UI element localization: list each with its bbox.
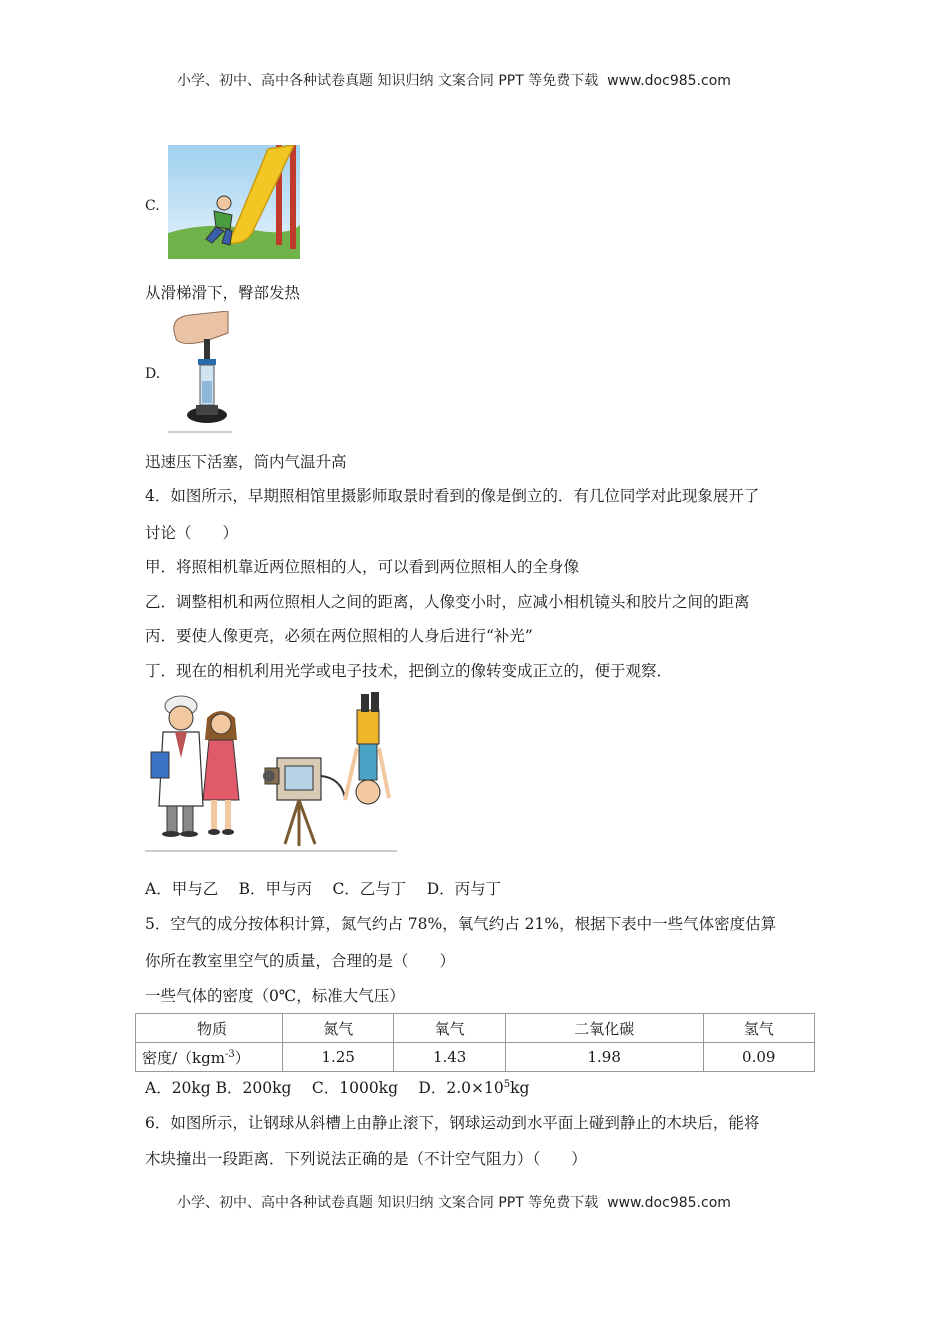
table-header-cell: 氢气 (703, 1014, 814, 1043)
q4-statement: 乙．调整相机和两位照相人之间的距离，人像变小时，应减小相机镜头和胶片之间的距离 (145, 593, 750, 611)
table-header-cell: 氧气 (394, 1014, 505, 1043)
option-c-label: C. (145, 198, 160, 214)
slide-icon (168, 145, 300, 259)
table-row (136, 1043, 815, 1072)
q4-statement: 丁．现在的相机利用光学或电子技术，把倒立的像转变成正立的，便于观察． (145, 662, 673, 680)
q4-statement: 丙．要使人像更亮，必须在两位照相的人身后进行“补光” (145, 627, 533, 645)
table-cell: 1.25 (283, 1043, 394, 1072)
q6-stem-line2: 木块撞出一段距离．下列说法正确的是（不计空气阻力）（ ） (145, 1150, 587, 1168)
page-footer (177, 1192, 731, 1212)
q5-stem-line1: 5．空气的成分按体积计算，氮气约占 78%，氧气约占 21%，根据下表中一些气体密度估算 (145, 915, 777, 933)
table-cell: 1.43 (394, 1043, 505, 1072)
q5-options: A．20kg B．200kg C．1000kg D．$2.0\times 10^5kg$ (145, 1078, 530, 1097)
table-row-label: 密度/（kgm$^{-3}$） (136, 1043, 283, 1072)
header-url: www.doc985.com (607, 73, 731, 89)
option-d-caption: 迅速压下活塞，筒内气温升高 (145, 453, 347, 471)
footer-url: www.doc985.com (607, 1195, 731, 1211)
table-header-row (136, 1014, 815, 1043)
q4-options: A．甲与乙 B．甲与丙 C．乙与丁 D．丙与丁 (145, 880, 502, 898)
option-c-caption: 从滑梯滑下，臀部发热 (145, 284, 301, 302)
q5-stem-line2: 你所在教室里空气的质量，合理的是（ ） (145, 952, 456, 970)
page-header (177, 70, 731, 90)
q6-stem-line1: 6．如图所示，让钢球从斜槽上由静止滚下，钢球运动到水平面上碰到静止的木块后，能将 (145, 1114, 760, 1132)
table-cell: 0.09 (703, 1043, 814, 1072)
header-text: 小学、初中、高中各种试卷真题 知识归纳 文案合同 PPT 等免费下载 (177, 73, 599, 89)
q4-stem-line2: 讨论（ ） (145, 524, 239, 542)
q4-stem-line1: 4．如图所示，早期照相馆里摄影师取景时看到的像是倒立的．有几位同学对此现象展开了 (145, 487, 760, 505)
piston-icon (168, 311, 232, 433)
table-header-cell: 氮气 (283, 1014, 394, 1043)
table-header-cell: 二氧化碳 (505, 1014, 703, 1043)
footer-text: 小学、初中、高中各种试卷真题 知识归纳 文案合同 PPT 等免费下载 (177, 1195, 599, 1211)
q5-table-title: 一些气体的密度（0℃，标准大气压） (145, 987, 405, 1005)
q4-statement: 甲．将照相机靠近两位照相的人，可以看到两位照相人的全身像 (145, 558, 580, 576)
table-cell: 1.98 (505, 1043, 703, 1072)
camera-scene-icon (145, 688, 397, 852)
option-d-label: D. (145, 366, 161, 382)
density-table (135, 1013, 815, 1072)
table-header-cell: 物质 (136, 1014, 283, 1043)
